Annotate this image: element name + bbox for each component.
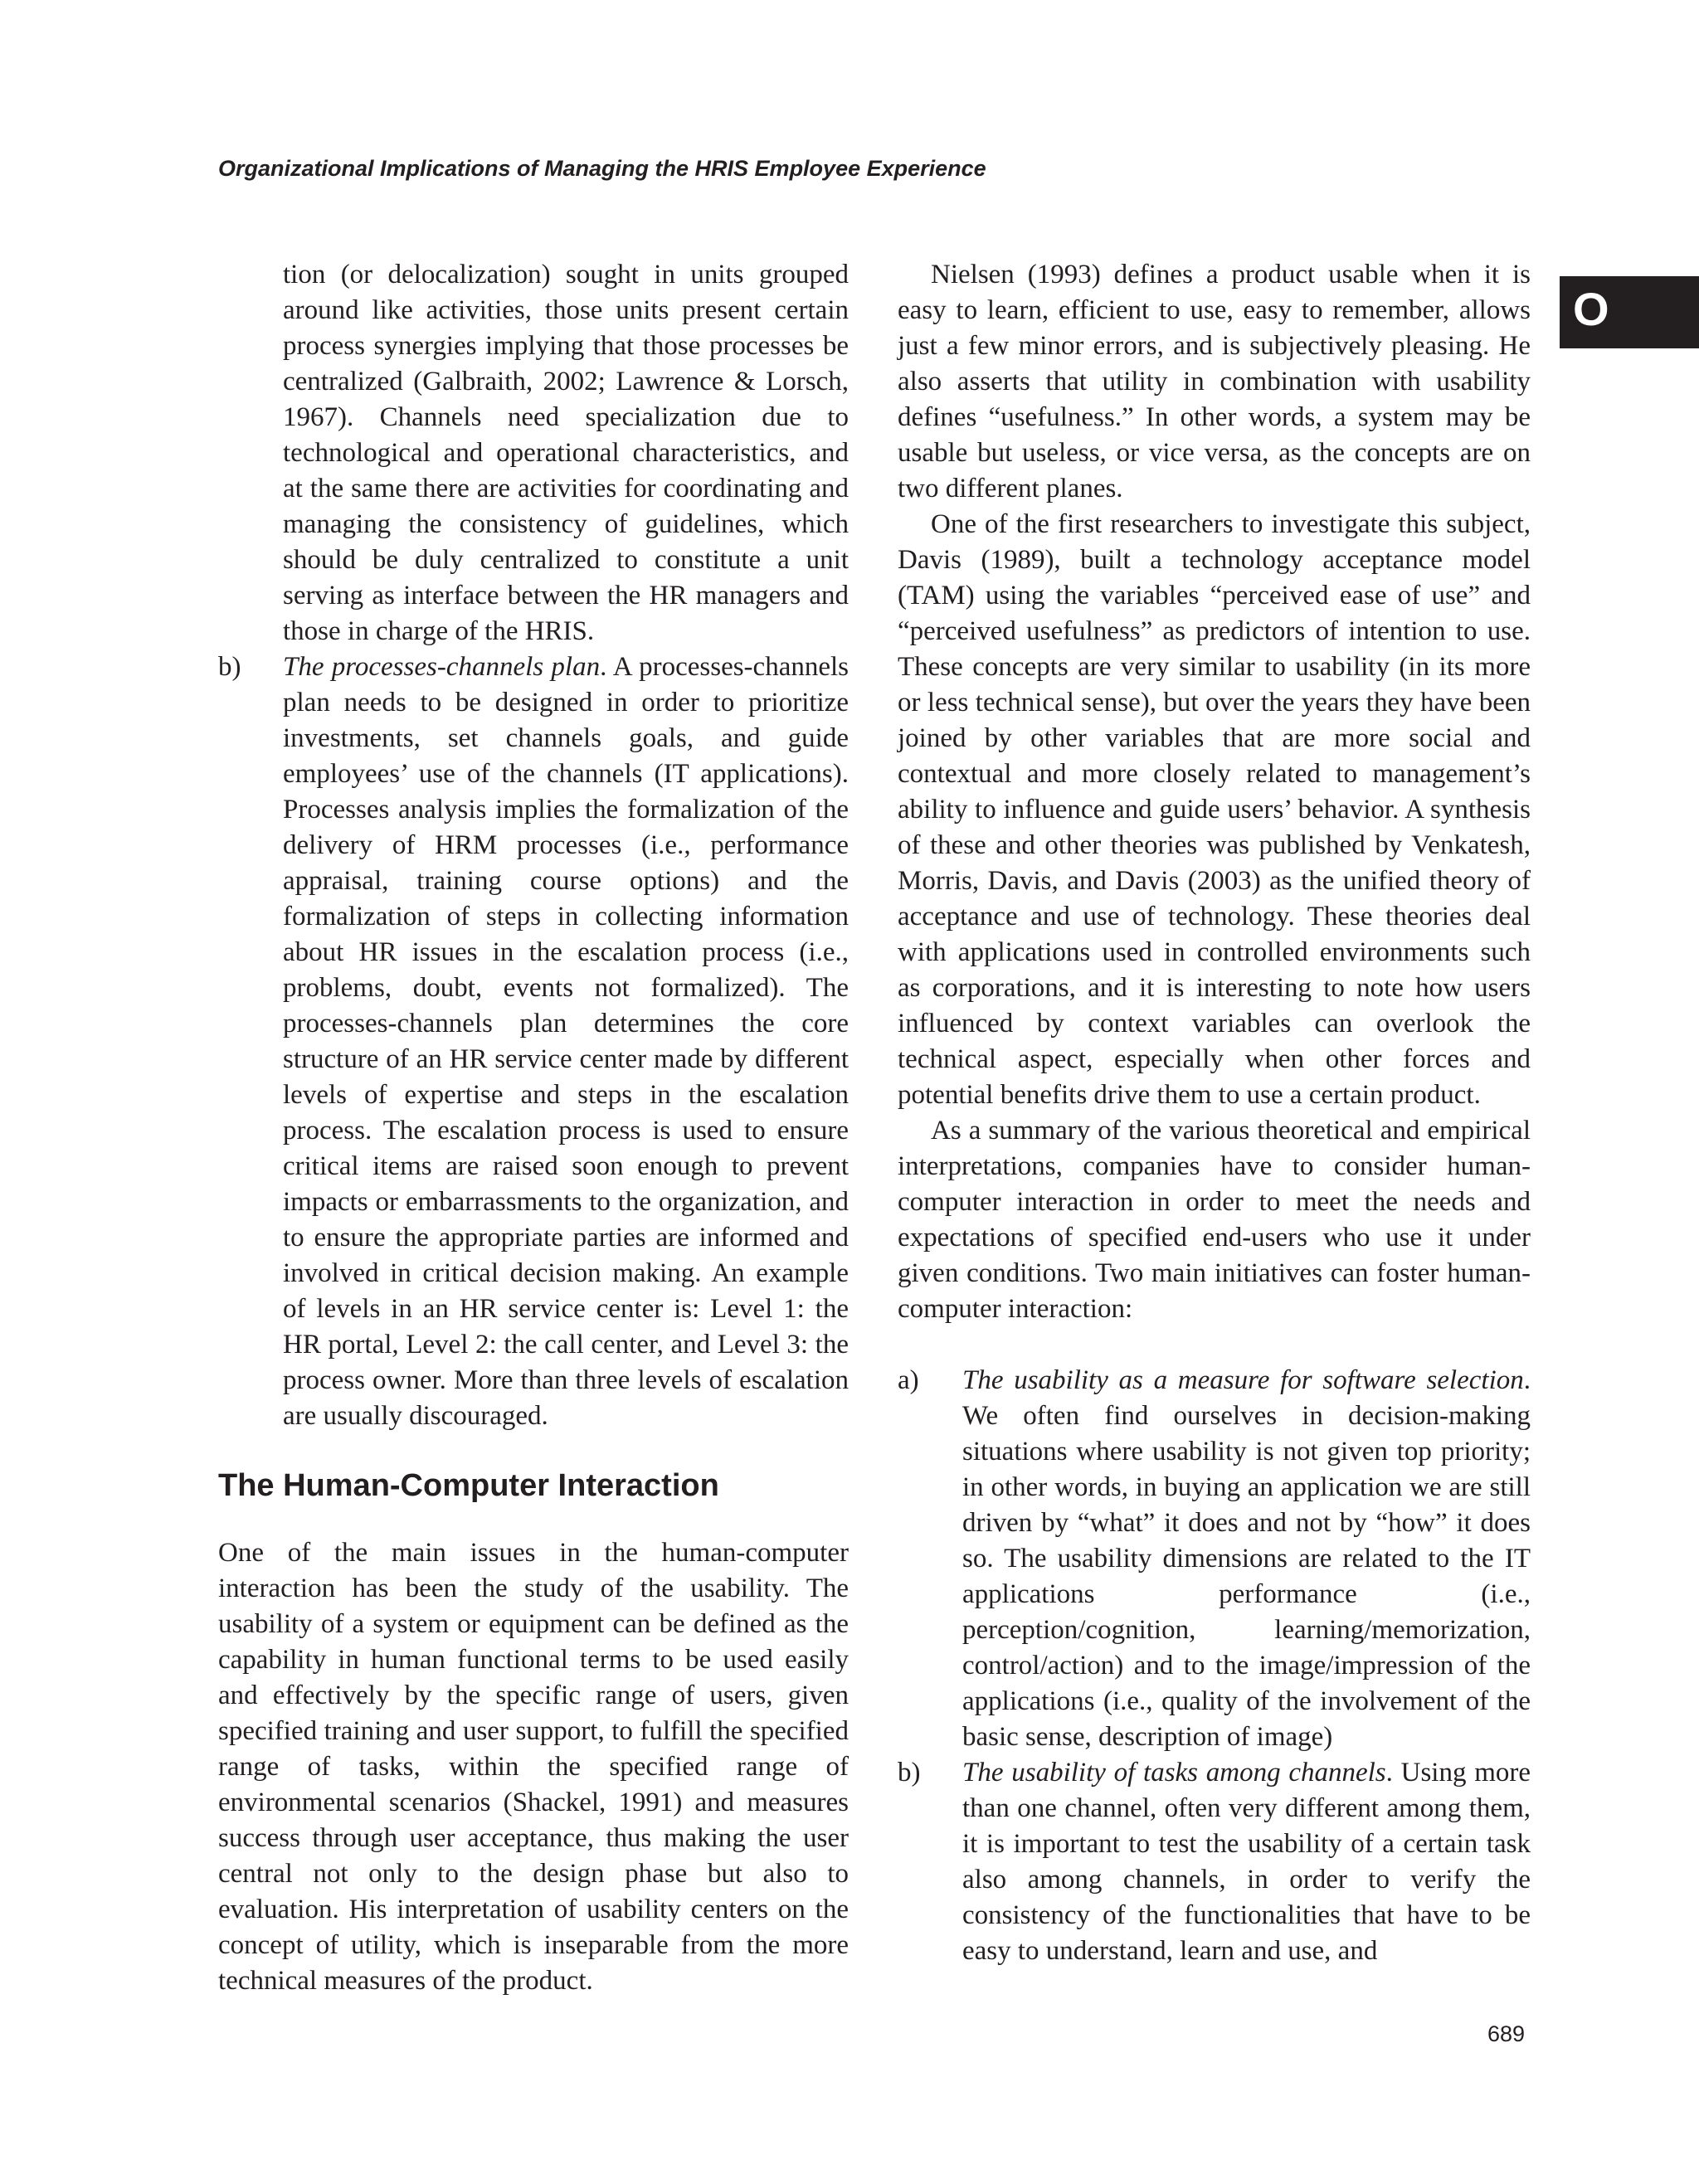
page-number: 689 — [1487, 2021, 1526, 2046]
continuation-paragraph: tion (or delocalization) sought in units grouped around like activities, those units present certain process synergies implying that those processes be centralized (Galbraith, 2002; Lawrence & Lorsch, 1967). Channels need specialization due to technological and operational characteristics, and at the same there are activities for coordinating and managing the consistency of guidelines, which should be duly centralized to constitute a unit serving as interface between the HR managers and those in charge of the HRIS. — [283, 260, 849, 646]
list-item-text — [283, 649, 849, 1434]
list-item-title: The usability of tasks among channels — [962, 1758, 1386, 1788]
list-marker: b) — [218, 652, 241, 682]
list-item-title: The usability as a measure for software selection — [962, 1365, 1524, 1395]
paragraph-nielsen: Nielsen (1993) defines a product usable when it is easy to learn, efficient to use, easy to remember, allows just a few minor errors, and is subjectively pleasing. He also asserts that utility in combination with usability defines “usefulness.” In other words, a system may be usable but useless, or vice versa, as the concepts are on two different planes. — [898, 260, 1531, 503]
running-header: Organizational Implications of Managing the HRIS Employee Experience — [218, 156, 986, 181]
right-column — [898, 257, 1531, 1969]
paragraph-davis: One of the first researchers to investigate this subject, Davis (1989), built a technology acceptance model (TAM) using the variables “perceived ease of use” and “perceived usefulness” as predictors of intention to use. These concepts are very similar to usability (in its more or less technical sense), but over the years they have been joined by other variables that are more social and contextual and more closely related to management’s ability to influence and guide users’ behavior. A synthesis of these and other theories was published by Venkatesh, Morris, Davis, and Davis (2003) as the unified theory of acceptance and use of technology. These theories deal with applications used in controlled environments such as corporations, and it is interesting to note how users influenced by context variables can overlook the technical aspect, especially when other forces and potential benefits drive them to use a certain product. — [898, 509, 1531, 1110]
section-paragraph: One of the main issues in the human-computer interaction has been the study of the usability. The usability of a system or equipment can be defined as the capability in human functional terms to be used easily and effectively by the specific range of users, given specified training and user support, to fulfill the specified range of tasks, within the specified range of environmental scenarios (Shackel, 1991) and measures success through user acceptance, thus making the user central not only to the design phase but also to evaluation. His interpretation of usability centers on the concept of utility, which is inseparable from the more technical measures of the product. — [218, 1538, 849, 1996]
list-marker: b) — [898, 1758, 921, 1788]
section-thumb-tab — [1560, 276, 1699, 348]
list-item-a — [898, 1363, 1531, 1755]
paragraph-summary: As a summary of the various theoretical and empirical interpretations, companies have to consider human-computer interaction in order to meet the needs and expectations of specified end-users who use it under given conditions. Two main initiatives can foster human-computer interaction: — [898, 1116, 1531, 1324]
list-item-text — [962, 1363, 1531, 1755]
left-column — [218, 257, 849, 1999]
list-item-body: . Using more than one channel, often very different among them, it is important to test the usability of a certain task also among channels, in order to verify the consistency of the functionalities that have to be easy to understand, learn and use, and — [962, 1758, 1531, 1966]
thumb-tab-letter: O — [1573, 283, 1609, 335]
spacer — [898, 1327, 1531, 1363]
list-item-b-left — [218, 649, 849, 1434]
list-item-b-right — [898, 1755, 1531, 1969]
list-item-title: The processes-channels plan — [283, 652, 601, 682]
list-marker: a) — [898, 1365, 919, 1395]
list-item-text — [962, 1755, 1531, 1969]
list-item-body: . A processes-channels plan needs to be designed in order to prioritize investments, set channels goals, and guide employees’ use of the channels (IT applications). Processes analysis implies the formalization of the delivery of HRM processes (i.e., performance appraisal, training course options) and the formalization of steps in collecting information about HR issues in the escalation process (i.e., problems, doubt, events not formalized). The processes-channels plan determines the core structure of an HR service center made by different levels of expertise and steps in the escalation process. The escalation process is used to ensure critical items are raised soon enough to prevent impacts or embarrassments to the organization, and to ensure the appropriate parties are informed and involved in critical decision making. An example of levels in an HR service center is: Level 1: the HR portal, Level 2: the call center, and Level 3: the process owner. More than three levels of escalation are usually discouraged. — [283, 652, 849, 1431]
list-item-body: . We often find ourselves in decision-making situations where usability is not given top priority; in other words, in buying an application we are still driven by “what” it does and not by “how” it does so. The usability dimensions are related to the IT applications performance (i.e., perception/cognition, learning/memorization, control/action) and to the image/impression of the applications (i.e., quality of the involvement of the basic sense, description of image) — [962, 1365, 1531, 1752]
section-heading: The Human-Computer Interaction — [218, 1468, 719, 1503]
